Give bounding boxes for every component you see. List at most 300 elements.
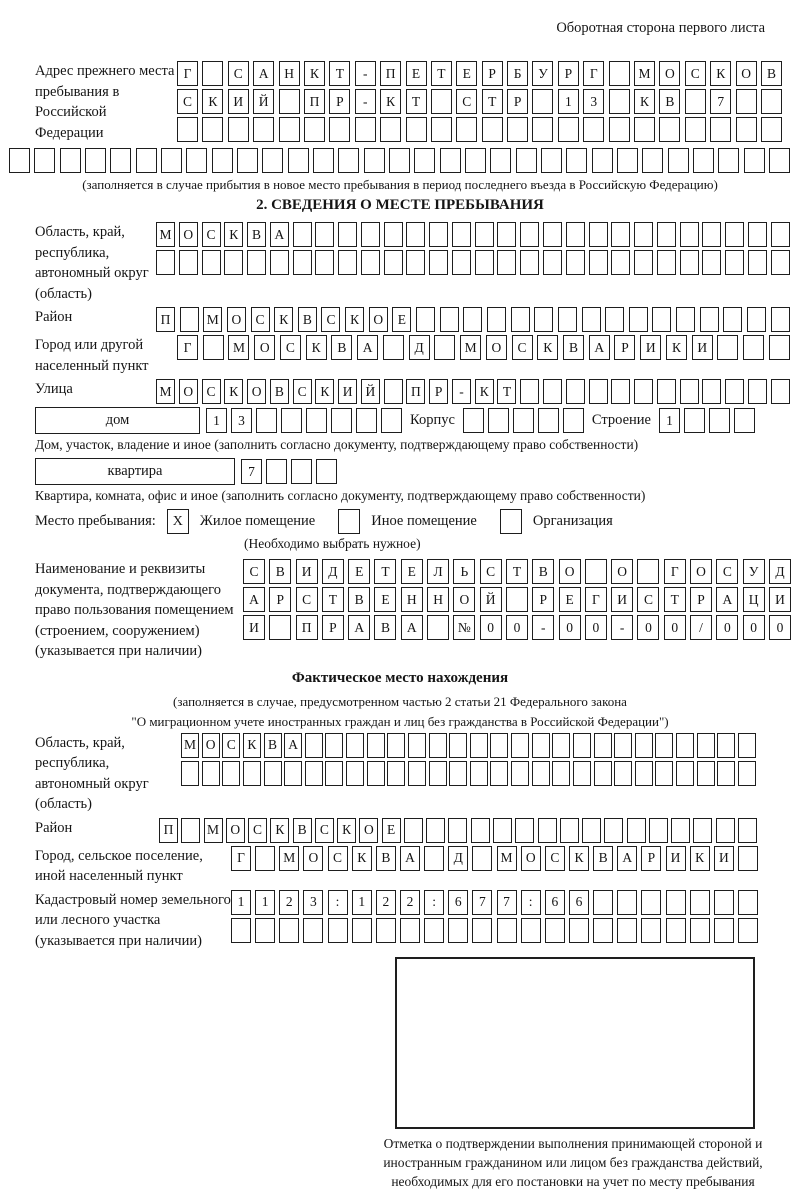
char-box[interactable] xyxy=(416,307,435,332)
char-box[interactable]: А xyxy=(284,733,302,758)
char-box[interactable] xyxy=(558,117,579,142)
char-box[interactable] xyxy=(511,307,530,332)
char-box[interactable] xyxy=(224,250,243,275)
char-box[interactable] xyxy=(520,379,539,404)
char-box[interactable] xyxy=(338,148,359,173)
char-box[interactable] xyxy=(609,117,630,142)
char-box[interactable]: : xyxy=(328,890,348,915)
char-box[interactable] xyxy=(589,250,608,275)
char-box[interactable] xyxy=(255,918,275,943)
char-box[interactable] xyxy=(470,733,488,758)
char-box[interactable]: К xyxy=(537,335,558,360)
char-box[interactable] xyxy=(367,733,385,758)
char-box[interactable] xyxy=(429,222,448,247)
char-box[interactable] xyxy=(180,307,199,332)
char-box[interactable] xyxy=(256,408,277,433)
char-box[interactable]: Е xyxy=(401,559,423,584)
char-box[interactable] xyxy=(429,761,447,786)
char-box[interactable]: Г xyxy=(231,846,251,871)
char-box[interactable] xyxy=(685,89,706,114)
char-box[interactable] xyxy=(676,733,694,758)
char-box[interactable]: И xyxy=(714,846,734,871)
char-box[interactable]: В xyxy=(563,335,584,360)
char-box[interactable] xyxy=(291,459,312,484)
char-box[interactable]: Е xyxy=(456,61,477,86)
char-box[interactable] xyxy=(543,379,562,404)
char-box[interactable]: : xyxy=(424,890,444,915)
stamp-area[interactable] xyxy=(395,957,755,1129)
char-box[interactable]: О xyxy=(453,587,475,612)
dom-label-box[interactable]: дом xyxy=(35,407,200,434)
char-box[interactable] xyxy=(563,408,584,433)
char-box[interactable]: Р xyxy=(482,61,503,86)
char-box[interactable]: А xyxy=(253,61,274,86)
char-box[interactable] xyxy=(202,117,223,142)
char-box[interactable] xyxy=(635,733,653,758)
char-box[interactable] xyxy=(284,761,302,786)
char-box[interactable]: О xyxy=(559,559,581,584)
char-box[interactable] xyxy=(634,222,653,247)
char-box[interactable]: 0 xyxy=(559,615,581,640)
char-box[interactable] xyxy=(543,250,562,275)
char-box[interactable]: В xyxy=(532,559,554,584)
char-box[interactable] xyxy=(203,335,224,360)
char-box[interactable]: К xyxy=(224,222,243,247)
char-box[interactable]: Й xyxy=(253,89,274,114)
char-box[interactable]: О xyxy=(659,61,680,86)
char-box[interactable]: И xyxy=(338,379,357,404)
char-box[interactable] xyxy=(634,250,653,275)
char-box[interactable]: О xyxy=(247,379,266,404)
char-box[interactable] xyxy=(520,222,539,247)
char-box[interactable] xyxy=(680,379,699,404)
char-box[interactable] xyxy=(617,148,638,173)
char-box[interactable] xyxy=(408,761,426,786)
char-box[interactable]: Р xyxy=(532,587,554,612)
char-box[interactable] xyxy=(725,250,744,275)
char-box[interactable]: Е xyxy=(406,61,427,86)
char-box[interactable]: И xyxy=(611,587,633,612)
char-box[interactable] xyxy=(315,222,334,247)
char-box[interactable] xyxy=(583,117,604,142)
char-box[interactable] xyxy=(383,335,404,360)
char-box[interactable] xyxy=(725,222,744,247)
char-box[interactable] xyxy=(627,818,646,843)
char-box[interactable] xyxy=(589,222,608,247)
char-box[interactable]: К xyxy=(380,89,401,114)
checkbox-zhiloe[interactable]: X xyxy=(167,509,189,534)
char-box[interactable] xyxy=(406,222,425,247)
char-box[interactable] xyxy=(725,379,744,404)
char-box[interactable] xyxy=(381,408,402,433)
char-box[interactable]: В xyxy=(270,379,289,404)
char-box[interactable] xyxy=(593,918,613,943)
char-box[interactable] xyxy=(609,61,630,86)
char-box[interactable]: Н xyxy=(427,587,449,612)
char-box[interactable]: 6 xyxy=(569,890,589,915)
char-box[interactable] xyxy=(676,307,695,332)
char-box[interactable]: Т xyxy=(482,89,503,114)
char-box[interactable]: П xyxy=(296,615,318,640)
char-box[interactable]: Р xyxy=(614,335,635,360)
char-box[interactable]: К xyxy=(337,818,356,843)
char-box[interactable] xyxy=(585,559,607,584)
char-box[interactable]: С xyxy=(293,379,312,404)
char-box[interactable]: П xyxy=(304,89,325,114)
char-box[interactable]: Г xyxy=(664,559,686,584)
char-box[interactable]: Р xyxy=(322,615,344,640)
char-box[interactable] xyxy=(666,890,686,915)
char-box[interactable] xyxy=(346,761,364,786)
char-box[interactable] xyxy=(693,818,712,843)
char-box[interactable]: В xyxy=(348,587,370,612)
char-box[interactable]: 0 xyxy=(585,615,607,640)
char-box[interactable] xyxy=(697,733,715,758)
char-box[interactable]: М xyxy=(279,846,299,871)
char-box[interactable] xyxy=(642,148,663,173)
char-box[interactable] xyxy=(680,222,699,247)
char-box[interactable] xyxy=(516,148,537,173)
char-box[interactable]: А xyxy=(401,615,423,640)
char-box[interactable] xyxy=(592,148,613,173)
char-box[interactable] xyxy=(361,250,380,275)
char-box[interactable] xyxy=(414,148,435,173)
char-box[interactable] xyxy=(179,250,198,275)
char-box[interactable]: О xyxy=(303,846,323,871)
char-box[interactable]: А xyxy=(589,335,610,360)
char-box[interactable]: Р xyxy=(690,587,712,612)
char-box[interactable] xyxy=(293,222,312,247)
char-box[interactable]: К xyxy=(475,379,494,404)
char-box[interactable]: К xyxy=(352,846,372,871)
char-box[interactable]: 6 xyxy=(448,890,468,915)
char-box[interactable] xyxy=(566,379,585,404)
char-box[interactable] xyxy=(355,117,376,142)
char-box[interactable] xyxy=(736,117,757,142)
char-box[interactable]: И xyxy=(769,587,791,612)
char-box[interactable] xyxy=(376,918,396,943)
char-box[interactable]: М xyxy=(634,61,655,86)
char-box[interactable] xyxy=(110,148,131,173)
char-box[interactable] xyxy=(617,918,637,943)
char-box[interactable] xyxy=(315,250,334,275)
char-box[interactable]: Н xyxy=(279,61,300,86)
char-box[interactable] xyxy=(181,761,199,786)
char-box[interactable] xyxy=(497,250,516,275)
char-box[interactable]: 1 xyxy=(255,890,275,915)
char-box[interactable] xyxy=(747,307,766,332)
char-box[interactable]: 1 xyxy=(352,890,372,915)
char-box[interactable] xyxy=(532,89,553,114)
char-box[interactable]: М xyxy=(497,846,517,871)
char-box[interactable]: Е xyxy=(392,307,411,332)
char-box[interactable]: М xyxy=(460,335,481,360)
char-box[interactable]: К xyxy=(243,733,261,758)
char-box[interactable] xyxy=(769,335,790,360)
char-box[interactable] xyxy=(161,148,182,173)
char-box[interactable]: 0 xyxy=(716,615,738,640)
char-box[interactable] xyxy=(573,733,591,758)
char-box[interactable] xyxy=(582,818,601,843)
char-box[interactable]: - xyxy=(611,615,633,640)
char-box[interactable]: П xyxy=(159,818,178,843)
checkbox-organizatsiya[interactable] xyxy=(500,509,522,534)
char-box[interactable]: А xyxy=(617,846,637,871)
char-box[interactable]: О xyxy=(611,559,633,584)
char-box[interactable]: И xyxy=(228,89,249,114)
char-box[interactable] xyxy=(657,379,676,404)
char-box[interactable]: 0 xyxy=(769,615,791,640)
char-box[interactable] xyxy=(532,117,553,142)
char-box[interactable] xyxy=(404,818,423,843)
char-box[interactable]: К xyxy=(666,335,687,360)
char-box[interactable] xyxy=(738,918,758,943)
char-box[interactable] xyxy=(406,250,425,275)
char-box[interactable]: Т xyxy=(664,587,686,612)
char-box[interactable] xyxy=(85,148,106,173)
char-box[interactable] xyxy=(490,761,508,786)
char-box[interactable]: В xyxy=(269,559,291,584)
char-box[interactable] xyxy=(471,818,490,843)
char-box[interactable] xyxy=(738,733,756,758)
char-box[interactable] xyxy=(305,761,323,786)
char-box[interactable]: Р xyxy=(507,89,528,114)
char-box[interactable] xyxy=(247,250,266,275)
char-box[interactable]: С xyxy=(545,846,565,871)
char-box[interactable]: М xyxy=(156,379,175,404)
char-box[interactable] xyxy=(532,733,550,758)
char-box[interactable] xyxy=(685,117,706,142)
char-box[interactable] xyxy=(482,117,503,142)
char-box[interactable] xyxy=(387,761,405,786)
char-box[interactable]: А xyxy=(400,846,420,871)
char-box[interactable]: О xyxy=(179,379,198,404)
char-box[interactable]: 1 xyxy=(206,408,227,433)
char-box[interactable]: Д xyxy=(769,559,791,584)
char-box[interactable]: Т xyxy=(374,559,396,584)
char-box[interactable] xyxy=(448,818,467,843)
char-box[interactable]: В xyxy=(659,89,680,114)
char-box[interactable]: Р xyxy=(329,89,350,114)
char-box[interactable]: Д xyxy=(409,335,430,360)
char-box[interactable]: С xyxy=(251,307,270,332)
checkbox-inoe[interactable] xyxy=(338,509,360,534)
char-box[interactable]: Ц xyxy=(743,587,765,612)
char-box[interactable] xyxy=(408,733,426,758)
char-box[interactable] xyxy=(306,408,327,433)
char-box[interactable]: К xyxy=(270,818,289,843)
char-box[interactable]: 3 xyxy=(583,89,604,114)
char-box[interactable]: К xyxy=(690,846,710,871)
char-box[interactable]: Б xyxy=(507,61,528,86)
char-box[interactable] xyxy=(532,761,550,786)
char-box[interactable] xyxy=(475,250,494,275)
char-box[interactable] xyxy=(659,117,680,142)
char-box[interactable] xyxy=(717,761,735,786)
char-box[interactable]: С xyxy=(512,335,533,360)
char-box[interactable] xyxy=(611,379,630,404)
char-box[interactable] xyxy=(641,918,661,943)
char-box[interactable]: О xyxy=(226,818,245,843)
char-box[interactable]: Т xyxy=(506,559,528,584)
char-box[interactable]: С xyxy=(685,61,706,86)
char-box[interactable] xyxy=(655,761,673,786)
char-box[interactable]: 0 xyxy=(664,615,686,640)
char-box[interactable] xyxy=(702,250,721,275)
char-box[interactable] xyxy=(734,408,755,433)
char-box[interactable] xyxy=(303,918,323,943)
char-box[interactable] xyxy=(668,148,689,173)
char-box[interactable] xyxy=(736,89,757,114)
char-box[interactable] xyxy=(270,250,289,275)
char-box[interactable] xyxy=(534,307,553,332)
char-box[interactable] xyxy=(475,222,494,247)
char-box[interactable] xyxy=(566,222,585,247)
char-box[interactable]: Р xyxy=(641,846,661,871)
char-box[interactable] xyxy=(657,222,676,247)
char-box[interactable]: П xyxy=(406,379,425,404)
char-box[interactable] xyxy=(440,148,461,173)
char-box[interactable] xyxy=(346,733,364,758)
char-box[interactable]: С xyxy=(222,733,240,758)
char-box[interactable]: К xyxy=(306,335,327,360)
char-box[interactable] xyxy=(605,307,624,332)
char-box[interactable] xyxy=(771,222,790,247)
char-box[interactable] xyxy=(614,761,632,786)
char-box[interactable]: 7 xyxy=(472,890,492,915)
char-box[interactable]: А xyxy=(357,335,378,360)
char-box[interactable] xyxy=(186,148,207,173)
char-box[interactable] xyxy=(384,379,403,404)
char-box[interactable]: 0 xyxy=(637,615,659,640)
char-box[interactable] xyxy=(262,148,283,173)
char-box[interactable]: В xyxy=(376,846,396,871)
char-box[interactable] xyxy=(714,918,734,943)
char-box[interactable] xyxy=(506,587,528,612)
char-box[interactable] xyxy=(569,918,589,943)
char-box[interactable]: О xyxy=(227,307,246,332)
char-box[interactable]: Д xyxy=(448,846,468,871)
char-box[interactable] xyxy=(718,148,739,173)
char-box[interactable]: И xyxy=(243,615,265,640)
char-box[interactable] xyxy=(328,918,348,943)
char-box[interactable]: : xyxy=(521,890,541,915)
char-box[interactable]: К xyxy=(202,89,223,114)
char-box[interactable] xyxy=(449,761,467,786)
char-box[interactable]: О xyxy=(521,846,541,871)
char-box[interactable] xyxy=(288,148,309,173)
char-box[interactable] xyxy=(448,918,468,943)
char-box[interactable] xyxy=(771,379,790,404)
char-box[interactable]: К xyxy=(569,846,589,871)
char-box[interactable]: О xyxy=(736,61,757,86)
char-box[interactable] xyxy=(709,408,730,433)
char-box[interactable]: С xyxy=(228,61,249,86)
char-box[interactable]: К xyxy=(304,61,325,86)
char-box[interactable] xyxy=(456,117,477,142)
char-box[interactable] xyxy=(690,918,710,943)
char-box[interactable] xyxy=(589,379,608,404)
char-box[interactable] xyxy=(470,761,488,786)
char-box[interactable] xyxy=(387,733,405,758)
char-box[interactable] xyxy=(424,846,444,871)
char-box[interactable]: Т xyxy=(322,587,344,612)
char-box[interactable] xyxy=(543,222,562,247)
char-box[interactable] xyxy=(384,250,403,275)
char-box[interactable]: 3 xyxy=(231,408,252,433)
char-box[interactable] xyxy=(472,918,492,943)
char-box[interactable] xyxy=(279,918,299,943)
char-box[interactable] xyxy=(9,148,30,173)
char-box[interactable]: Е xyxy=(382,818,401,843)
char-box[interactable] xyxy=(431,89,452,114)
char-box[interactable] xyxy=(748,379,767,404)
char-box[interactable] xyxy=(253,117,274,142)
char-box[interactable] xyxy=(452,222,471,247)
char-box[interactable]: С xyxy=(280,335,301,360)
char-box[interactable] xyxy=(604,818,623,843)
char-box[interactable] xyxy=(431,117,452,142)
char-box[interactable]: Р xyxy=(269,587,291,612)
char-box[interactable]: - xyxy=(532,615,554,640)
char-box[interactable]: Д xyxy=(322,559,344,584)
char-box[interactable] xyxy=(281,408,302,433)
char-box[interactable] xyxy=(212,148,233,173)
char-box[interactable] xyxy=(666,918,686,943)
char-box[interactable] xyxy=(429,733,447,758)
char-box[interactable] xyxy=(538,818,557,843)
char-box[interactable]: Е xyxy=(559,587,581,612)
char-box[interactable] xyxy=(657,250,676,275)
char-box[interactable]: Й xyxy=(480,587,502,612)
char-box[interactable] xyxy=(325,733,343,758)
char-box[interactable] xyxy=(513,408,534,433)
char-box[interactable] xyxy=(743,335,764,360)
char-box[interactable]: В xyxy=(761,61,782,86)
char-box[interactable]: К xyxy=(634,89,655,114)
char-box[interactable] xyxy=(761,117,782,142)
char-box[interactable] xyxy=(717,335,738,360)
char-box[interactable]: 0 xyxy=(506,615,528,640)
char-box[interactable] xyxy=(710,117,731,142)
char-box[interactable]: С xyxy=(296,587,318,612)
char-box[interactable] xyxy=(771,307,790,332)
char-box[interactable] xyxy=(573,761,591,786)
char-box[interactable] xyxy=(269,615,291,640)
char-box[interactable] xyxy=(487,307,506,332)
char-box[interactable] xyxy=(560,818,579,843)
char-box[interactable]: К xyxy=(315,379,334,404)
char-box[interactable]: М xyxy=(228,335,249,360)
char-box[interactable] xyxy=(723,307,742,332)
char-box[interactable] xyxy=(449,733,467,758)
char-box[interactable] xyxy=(714,890,734,915)
char-box[interactable] xyxy=(202,61,223,86)
char-box[interactable]: А xyxy=(270,222,289,247)
char-box[interactable] xyxy=(702,379,721,404)
char-box[interactable] xyxy=(279,117,300,142)
char-box[interactable] xyxy=(566,148,587,173)
char-box[interactable]: А xyxy=(716,587,738,612)
char-box[interactable] xyxy=(361,222,380,247)
char-box[interactable] xyxy=(389,148,410,173)
char-box[interactable] xyxy=(507,117,528,142)
char-box[interactable]: 1 xyxy=(659,408,680,433)
char-box[interactable] xyxy=(702,222,721,247)
char-box[interactable] xyxy=(338,250,357,275)
char-box[interactable]: В xyxy=(374,615,396,640)
char-box[interactable] xyxy=(364,148,385,173)
